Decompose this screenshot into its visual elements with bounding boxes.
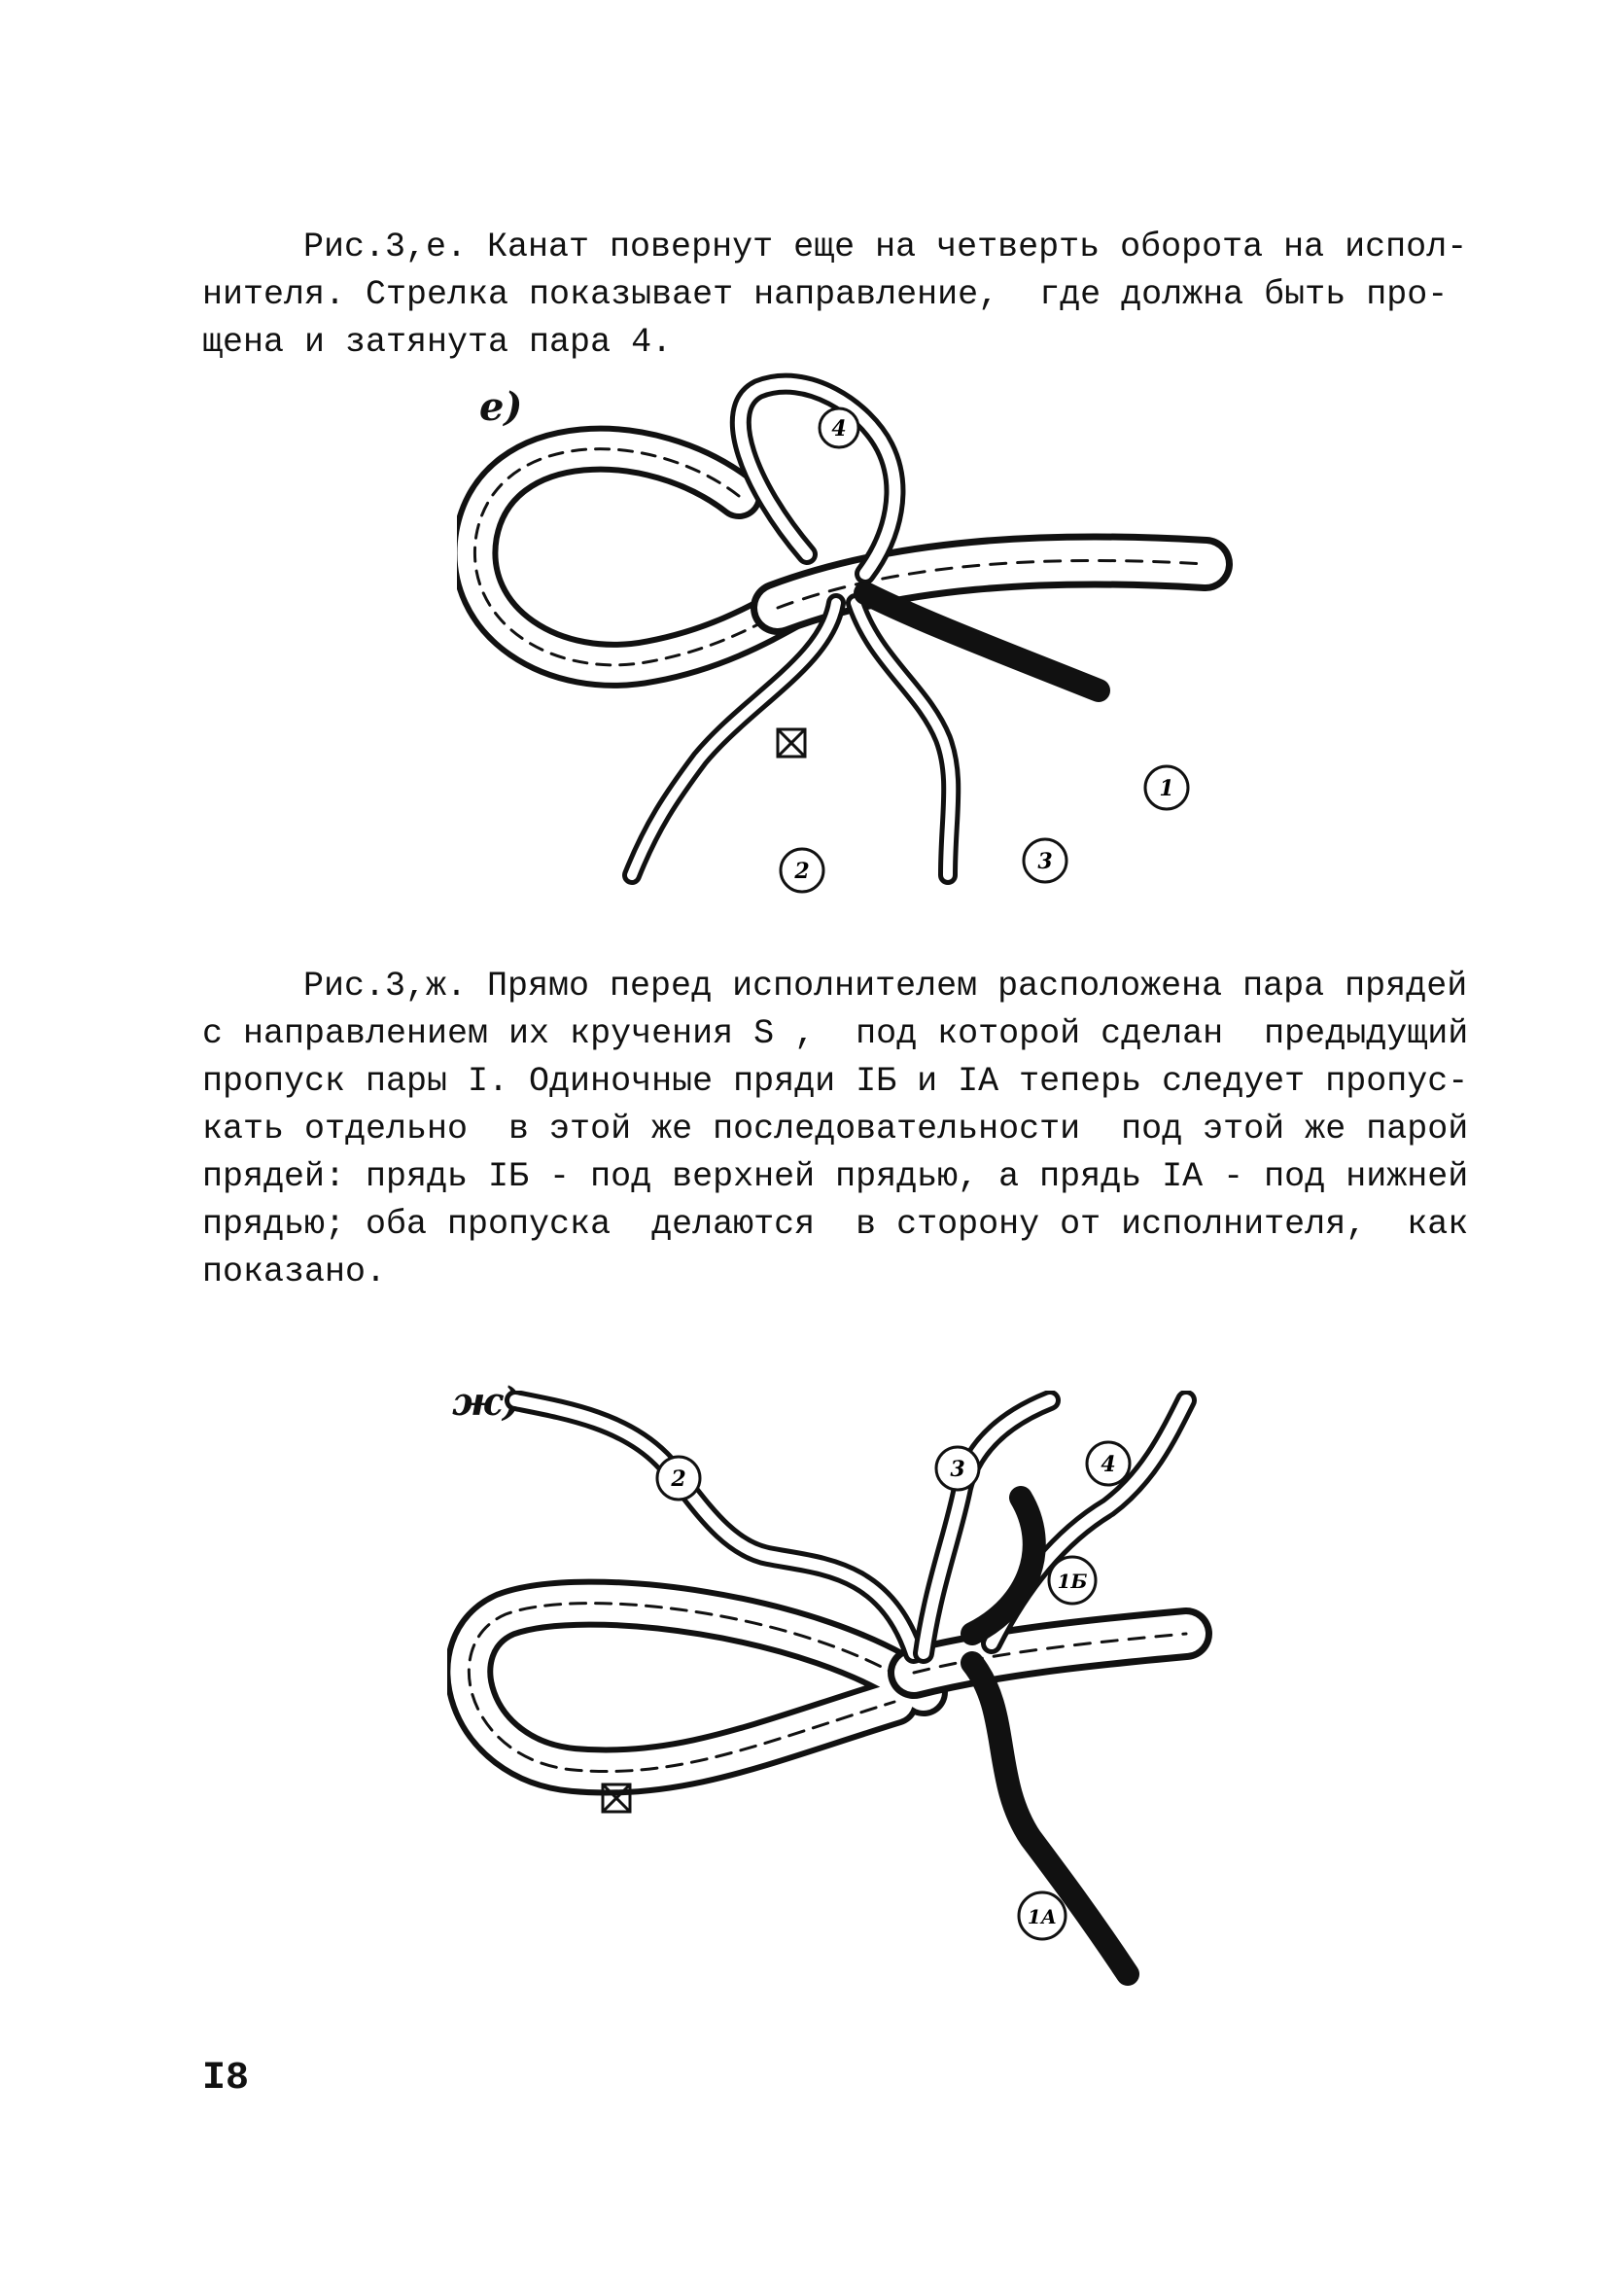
text-line: прядью; оба пропуска делаются в сторону от исполнителя, как	[202, 1205, 1469, 1244]
svg-text:1: 1	[1159, 776, 1174, 801]
paragraph-fig-3zh	[202, 963, 1469, 1296]
marker-4	[1087, 1442, 1130, 1485]
svg-text:4: 4	[831, 416, 847, 442]
svg-text:3: 3	[1037, 849, 1053, 874]
figure-zh-label: ж)	[452, 1379, 522, 1425]
figure-e-label: е)	[479, 384, 523, 430]
text-line: пропуск пары I. Одиночные пряди IБ и IA теперь следует пропус-	[202, 1062, 1469, 1101]
text-line: с направлением их кручения S , под которой сделан предыдущий	[202, 1014, 1469, 1053]
marker-4	[820, 408, 858, 447]
paragraph-fig-3e	[202, 224, 1468, 367]
figure-zh-rope-illustration	[447, 1391, 1225, 1994]
page-number: I8	[202, 2057, 250, 2101]
marker-3	[1024, 839, 1066, 882]
text-line: показано.	[202, 1253, 387, 1291]
marker-2	[781, 849, 823, 892]
text-line: кать отдельно в этой же последовательности под этой же парой	[202, 1110, 1469, 1148]
svg-text:1Б: 1Б	[1057, 1570, 1088, 1593]
text-line: Рис.3,е. Канат повернут еще на четверть оборота на испол-	[303, 228, 1468, 266]
figure-e-rope-illustration	[457, 370, 1235, 953]
svg-text:3: 3	[950, 1457, 965, 1482]
svg-text:1А: 1А	[1027, 1905, 1058, 1928]
text-line: нителя. Стрелка показывает направление, где должна быть про-	[202, 275, 1449, 314]
svg-text:2: 2	[671, 1466, 686, 1492]
marker-1	[1145, 766, 1188, 809]
svg-text:2: 2	[794, 859, 810, 884]
marker-1b	[1049, 1557, 1096, 1604]
text-line: щена и затянута пара 4.	[202, 323, 673, 362]
svg-text:4: 4	[1101, 1452, 1116, 1477]
text-line: прядей: прядь IБ - под верхней прядью, а прядь IA - под нижней	[202, 1157, 1469, 1196]
marker-3	[936, 1447, 979, 1490]
text-line: Рис.3,ж. Прямо перед исполнителем расположена пара прядей	[303, 967, 1468, 1006]
marker-2	[657, 1457, 700, 1500]
marker-1a	[1019, 1892, 1066, 1939]
